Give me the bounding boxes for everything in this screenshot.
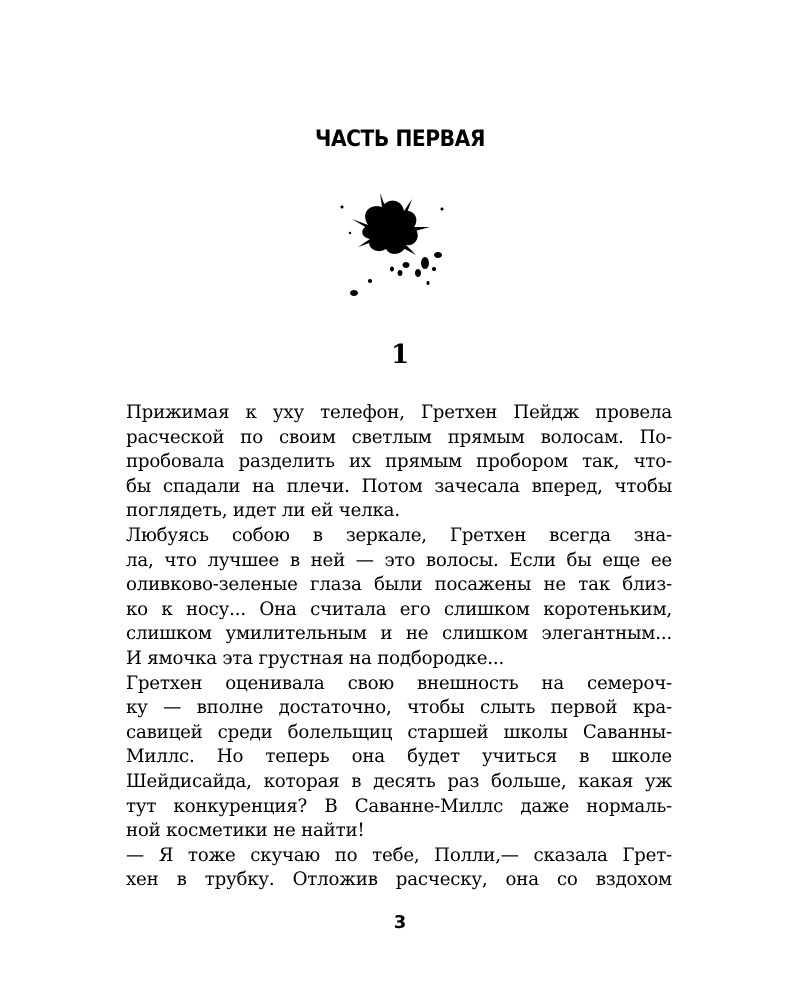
- text-line: хен в трубку. Отложив расческу, она со вздохом: [126, 869, 672, 891]
- text-line: Прижимая к уху телефон, Гретхен Пейдж провела: [126, 402, 672, 423]
- ink-splat-ornament: [330, 185, 460, 300]
- text-line: Любуясь собою в зеркале, Гретхен всегда зна-: [126, 524, 672, 546]
- text-line: пробовала разделить их прямым пробором так, что-: [126, 451, 672, 473]
- text-line: расческой по своим светлым прямым волосам. По-: [126, 426, 672, 448]
- text-line: поглядеть, идет ли ей челка.: [126, 500, 400, 522]
- text-line: оливково-зеленые глаза были посажены не так близ-: [126, 574, 672, 596]
- text-line: Шейдисайда, которая в десять раз больше, какая уж: [126, 770, 672, 792]
- text-line: ко к носу... Она считала его слишком коротеньким,: [126, 598, 672, 620]
- text-line: И ямочка эта грустная на подбородке...: [126, 647, 505, 669]
- text-line: Гретхен оценивала свою внешность на семероч-: [126, 672, 672, 694]
- text-line: ной косметики не найти!: [126, 820, 365, 842]
- text-line: Миллс. Но теперь она будет учиться в школе: [126, 746, 672, 768]
- part-title: ЧАСТЬ ПЕРВАЯ: [315, 127, 485, 152]
- chapter-number: 1: [390, 340, 410, 370]
- text-line: савицей среди болельщиц старшей школы Саванны-: [126, 721, 672, 743]
- text-line: слишком умилительным и не слишком элегантным...: [126, 623, 672, 645]
- text-line: тут конкуренция? В Саванне-Миллс даже нормаль-: [126, 795, 672, 817]
- text-line: бы спадали на плечи. Потом зачесала вперед, чтобы: [126, 475, 672, 497]
- body-text: [126, 401, 672, 893]
- text-line: ла, что лучшее в ней — это волосы. Если бы еще ее: [126, 549, 672, 571]
- page-number: 3: [393, 912, 407, 933]
- text-line: ку — вполне достаточно, чтобы слыть первой кра-: [126, 697, 672, 719]
- text-line: — Я тоже скучаю по тебе, Полли,— сказала Грет-: [126, 844, 672, 866]
